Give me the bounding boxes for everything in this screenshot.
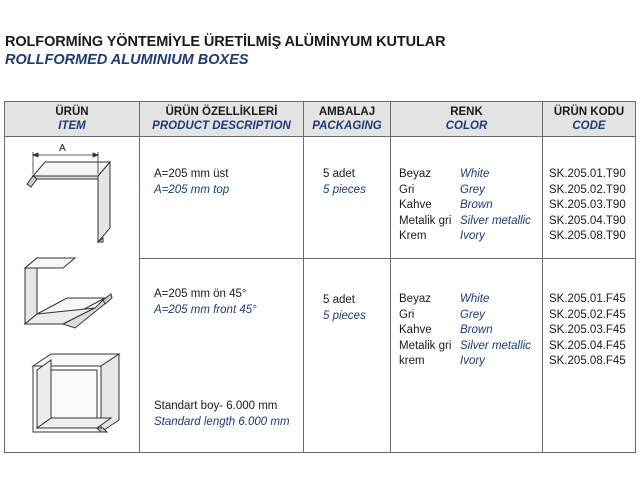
header-description: ÜRÜN ÖZELLİKLERİ PRODUCT DESCRIPTION (152, 106, 291, 132)
product-code: SK.205.08.F45 (549, 355, 626, 368)
row1-colors (399, 167, 531, 245)
product-code: SK.205.04.T90 (549, 214, 626, 227)
title-turkish: ROLFORMİNG YÖNTEMİYLE ÜRETİLMİŞ ALÜMİNYUM KUTULAR (5, 34, 446, 50)
color-entry: Beyaz White (399, 293, 490, 305)
color-entry: Gri Grey (399, 183, 485, 196)
product-code: SK.205.03.F45 (549, 324, 626, 337)
row1-codes (549, 167, 626, 245)
box-full-profile-drawing (15, 350, 133, 450)
row1-packaging: 5 adet 5 pieces (323, 168, 366, 196)
color-entry: Kahve Brown (399, 324, 493, 337)
color-entry: Metalik gri Silver metallic (399, 339, 531, 352)
product-code: SK.205.08.T90 (549, 230, 626, 243)
row1-description: A=205 mm üst A=205 mm top (154, 168, 230, 196)
title-english: ROLLFORMED ALUMINIUM BOXES (5, 52, 249, 68)
color-entry: krem Ivory (399, 355, 485, 368)
dimension-label: A (59, 143, 66, 154)
header-color: RENK COLOR (445, 106, 488, 132)
header-code: ÜRÜN KODU CODE (553, 106, 625, 132)
color-entry: Gri Grey (399, 308, 485, 321)
table-header (5, 102, 635, 137)
header-item: ÜRÜN ITEM (55, 106, 89, 132)
row-divider (139, 258, 635, 259)
grid-line (139, 102, 140, 452)
box-top-profile-drawing (15, 142, 133, 254)
header-packaging: AMBALAJ PACKAGING (312, 106, 382, 132)
product-code: SK.205.04.F45 (549, 339, 626, 352)
product-code: SK.205.02.F45 (549, 308, 626, 321)
product-code: SK.205.02.T90 (549, 183, 626, 196)
standard-length-note: Standart boy- 6.000 mm Standard length 6.000 mm (154, 400, 290, 428)
box-front-45-drawing (15, 254, 133, 342)
color-entry: Beyaz White (399, 168, 490, 180)
row2-codes (549, 292, 626, 370)
product-code: SK.205.03.T90 (549, 199, 626, 212)
color-entry: Metalik gri Silver metallic (399, 214, 531, 227)
row2-description: A=205 mm ön 45° A=205 mm front 45° (154, 288, 257, 316)
product-code: SK.205.01.T90 (549, 168, 626, 180)
color-entry: Krem Ivory (399, 230, 485, 243)
grid-line (390, 102, 391, 452)
product-code: SK.205.01.F45 (549, 293, 626, 305)
color-entry: Kahve Brown (399, 199, 493, 212)
grid-line (542, 102, 543, 452)
grid-line (303, 102, 304, 452)
product-table (4, 101, 636, 453)
row2-colors (399, 292, 531, 370)
row2-packaging: 5 adet 5 pieces (323, 294, 366, 322)
